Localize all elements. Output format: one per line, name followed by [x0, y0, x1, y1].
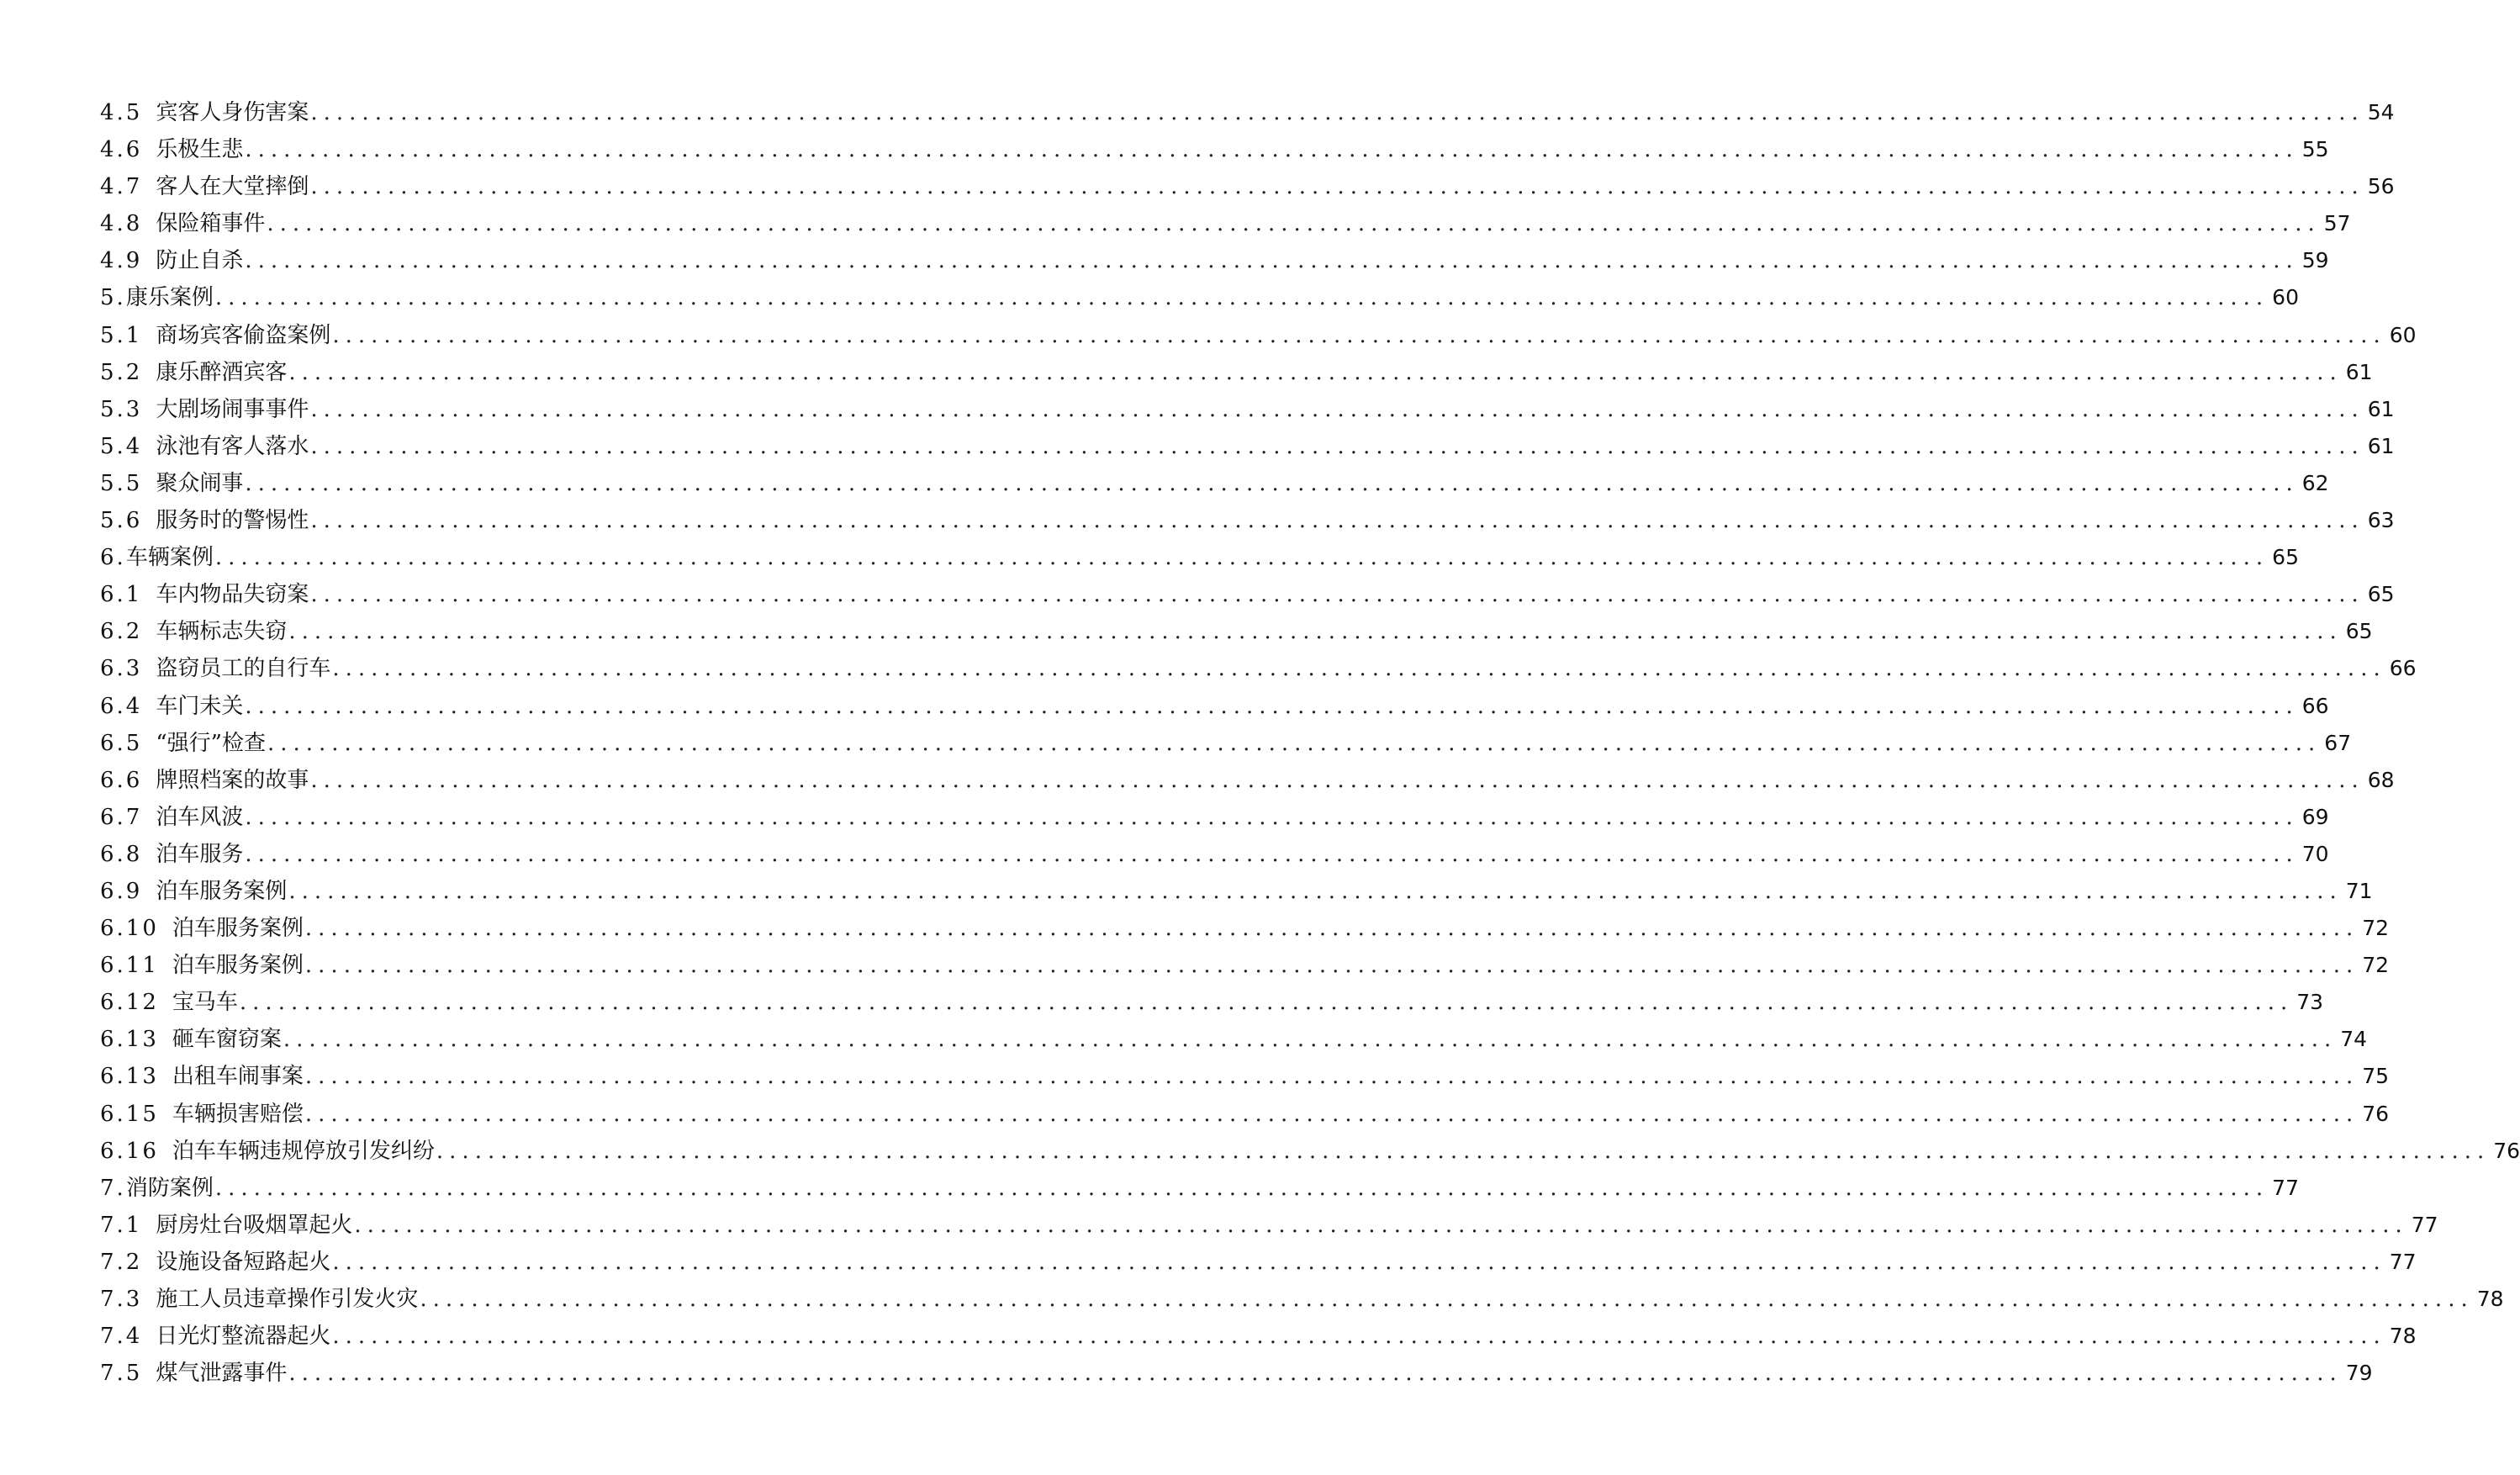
toc-entry-number: 6.2	[100, 619, 143, 645]
toc-entry-number: 4.9	[100, 248, 143, 274]
toc-entry-title: 盗窃员工的自行车	[156, 656, 331, 682]
toc-entry[interactable]	[100, 984, 2324, 1021]
toc-entry-number: 6.16	[100, 1138, 159, 1164]
toc-dot-leader: ................................................................................................................................................................	[310, 433, 2364, 459]
toc-entry-page-number: 79	[2345, 1361, 2373, 1386]
toc-entry[interactable]	[100, 317, 2417, 354]
toc-entry[interactable]	[100, 613, 2373, 650]
toc-entry-page-number: 57	[2323, 211, 2351, 236]
toc-entry-page-number: 60	[2389, 322, 2417, 347]
toc-entry-number: 6.5	[100, 730, 143, 756]
toc-entry[interactable]	[100, 539, 2299, 576]
toc-entry-number: 4.5	[100, 100, 143, 125]
toc-entry-title: 日光灯整流器起火	[156, 1324, 331, 1350]
toc-entry-page-number: 77	[2411, 1212, 2438, 1237]
toc-entry-page-number: 65	[2367, 582, 2395, 607]
toc-dot-leader: ................................................................................................................................................................	[332, 322, 2386, 348]
toc-dot-leader: ................................................................................................................................................................	[245, 137, 2299, 163]
toc-dot-leader: ................................................................................................................................................................	[310, 767, 2364, 793]
toc-entry[interactable]	[100, 465, 2329, 502]
toc-entry-page-number: 62	[2301, 470, 2329, 495]
toc-entry-title: 宾客人身伤害案	[156, 100, 309, 125]
toc-dot-leader: ................................................................................................................................................................	[304, 1064, 2359, 1090]
toc-entry-page-number: 65	[2345, 619, 2373, 644]
toc-entry[interactable]	[100, 391, 2395, 428]
toc-entry-page-number: 59	[2301, 248, 2329, 273]
toc-entry-page-number: 72	[2362, 916, 2390, 941]
toc-entry-title: 康乐案例	[125, 285, 214, 311]
toc-entry[interactable]	[100, 947, 2390, 984]
toc-entry[interactable]	[100, 1318, 2417, 1355]
toc-entry[interactable]	[100, 688, 2329, 725]
toc-entry-title: 牌照档案的故事	[156, 767, 309, 793]
toc-dot-leader: ................................................................................................................................................................	[245, 693, 2299, 719]
toc-entry-title: 聚众闹事	[156, 470, 244, 496]
toc-dot-leader: ................................................................................................................................................................	[245, 470, 2299, 496]
toc-entry-page-number: 61	[2367, 396, 2395, 421]
toc-entry-page-number: 74	[2340, 1027, 2368, 1052]
toc-entry-number: 5.2	[100, 359, 143, 385]
toc-entry-title: 服务时的警惕性	[156, 508, 309, 534]
toc-entry-number: 5.5	[100, 470, 143, 496]
toc-entry[interactable]	[100, 799, 2329, 836]
toc-entry[interactable]	[100, 873, 2373, 910]
toc-entry-page-number: 78	[2476, 1287, 2504, 1311]
toc-entry-number: 6.6	[100, 767, 143, 793]
toc-entry-title: 设施设备短路起火	[156, 1249, 331, 1275]
toc-entry[interactable]	[100, 279, 2299, 316]
toc-dot-leader: ................................................................................................................................................................	[267, 211, 2321, 237]
toc-entry-number: 5.6	[100, 508, 143, 534]
toc-entry[interactable]	[100, 1281, 2504, 1318]
toc-entry-number: 7.	[100, 1175, 126, 1201]
toc-entry-page-number: 54	[2367, 100, 2395, 124]
toc-entry-number: 6.8	[100, 841, 143, 867]
toc-entry[interactable]	[100, 910, 2390, 947]
toc-dot-leader: ................................................................................................................................................................	[245, 248, 2299, 274]
toc-dot-leader: ................................................................................................................................................................	[304, 1101, 2359, 1127]
toc-entry-number: 6.	[100, 545, 126, 571]
toc-dot-leader: ................................................................................................................................................................	[214, 285, 2269, 311]
toc-entry[interactable]	[100, 725, 2352, 762]
toc-entry-title: 泊车服务案例	[172, 953, 304, 979]
toc-entry[interactable]	[100, 1133, 2520, 1170]
toc-entry-title: 泊车服务案例	[172, 916, 304, 942]
toc-entry-number: 5.	[100, 285, 126, 311]
toc-entry[interactable]	[100, 131, 2329, 168]
toc-entry-page-number: 56	[2367, 174, 2395, 199]
toc-entry[interactable]	[100, 1207, 2438, 1244]
toc-dot-leader: ................................................................................................................................................................	[420, 1287, 2474, 1312]
toc-entry-page-number: 70	[2301, 841, 2329, 866]
toc-dot-leader: ................................................................................................................................................................	[214, 1175, 2269, 1201]
toc-entry-number: 7.1	[100, 1212, 143, 1238]
toc-entry-title: 宝马车	[172, 990, 238, 1016]
toc-entry-number: 6.1	[100, 582, 143, 608]
toc-entry[interactable]	[100, 1170, 2299, 1207]
toc-entry-title: 车辆案例	[125, 545, 214, 571]
toc-entry[interactable]	[100, 205, 2351, 242]
toc-dot-leader: ................................................................................................................................................................	[288, 619, 2343, 645]
toc-entry[interactable]	[100, 1355, 2373, 1392]
toc-entry-page-number: 61	[2367, 433, 2395, 458]
toc-entry-title: 施工人员违章操作引发火灾	[156, 1287, 419, 1312]
toc-entry-title: 泊车风波	[156, 804, 244, 830]
toc-entry[interactable]	[100, 502, 2395, 539]
toc-dot-leader: ................................................................................................................................................................	[288, 359, 2343, 385]
toc-entry-page-number: 72	[2362, 953, 2390, 978]
toc-entry-page-number: 63	[2367, 508, 2395, 533]
toc-entry-page-number: 78	[2389, 1324, 2417, 1349]
toc-entry-title: “强行”检查	[156, 730, 266, 756]
toc-entry[interactable]	[100, 576, 2395, 613]
toc-entry[interactable]	[100, 168, 2395, 205]
toc-entry-number: 7.3	[100, 1287, 143, 1312]
toc-entry-number: 5.1	[100, 322, 143, 348]
toc-entry-title: 砸车窗窃案	[172, 1027, 282, 1053]
toc-entry-title: 厨房灶台吸烟罩起火	[156, 1212, 353, 1238]
toc-dot-leader: ................................................................................................................................................................	[267, 730, 2322, 756]
toc-entry-title: 车内物品失窃案	[156, 582, 309, 608]
toc-entry[interactable]	[100, 94, 2395, 131]
toc-entry-title: 泳池有客人落水	[156, 433, 309, 459]
toc-entry-title: 车辆损害赔偿	[172, 1101, 304, 1127]
toc-entry-title: 泊车服务	[156, 841, 244, 867]
toc-entry-title: 客人在大堂摔倒	[156, 174, 309, 200]
toc-entry-page-number: 77	[2389, 1249, 2417, 1274]
toc-entry-title: 出租车闹事案	[172, 1064, 304, 1090]
toc-entry-number: 5.3	[100, 396, 143, 422]
toc-entry-page-number: 73	[2296, 990, 2324, 1015]
toc-dot-leader: ................................................................................................................................................................	[310, 174, 2364, 200]
toc-entry-title: 泊车车辆违规停放引发纠纷	[172, 1138, 435, 1164]
toc-entry[interactable]	[100, 354, 2373, 391]
toc-entry-number: 6.4	[100, 693, 143, 719]
toc-entry-page-number: 77	[2272, 1175, 2299, 1200]
toc-dot-leader: ................................................................................................................................................................	[436, 1138, 2491, 1164]
toc-entry-page-number: 71	[2345, 878, 2373, 903]
toc-dot-leader: ................................................................................................................................................................	[245, 804, 2299, 830]
toc-entry-number: 6.9	[100, 878, 143, 904]
toc-entry[interactable]	[100, 762, 2395, 799]
toc-entry-title: 防止自杀	[156, 248, 244, 274]
toc-entry-page-number: 66	[2389, 656, 2417, 681]
toc-dot-leader: ................................................................................................................................................................	[283, 1027, 2338, 1053]
toc-entry[interactable]	[100, 1244, 2417, 1281]
toc-entry-number: 6.13	[100, 1064, 159, 1090]
toc-dot-leader: ................................................................................................................................................................	[332, 1249, 2386, 1275]
toc-entry-page-number: 76	[2362, 1101, 2390, 1126]
toc-entry-number: 6.12	[100, 990, 159, 1016]
toc-entry[interactable]	[100, 1021, 2368, 1058]
toc-entry-page-number: 65	[2272, 545, 2299, 570]
toc-entry-number: 6.3	[100, 656, 143, 682]
toc-entry-page-number: 67	[2324, 730, 2352, 755]
toc-dot-leader: ................................................................................................................................................................	[304, 953, 2359, 979]
toc-entry[interactable]	[100, 650, 2417, 687]
toc-entry-number: 4.7	[100, 174, 143, 200]
toc-entry[interactable]	[100, 1096, 2390, 1133]
toc-entry-page-number: 61	[2345, 359, 2373, 384]
toc-entry-number: 7.2	[100, 1249, 143, 1275]
toc-dot-leader: ................................................................................................................................................................	[332, 656, 2386, 682]
toc-entry-page-number: 76	[2493, 1138, 2520, 1163]
toc-dot-leader: ................................................................................................................................................................	[214, 545, 2269, 571]
toc-dot-leader: ................................................................................................................................................................	[310, 396, 2364, 422]
toc-dot-leader: ................................................................................................................................................................	[310, 100, 2364, 125]
toc-entry-number: 5.4	[100, 433, 143, 459]
toc-entry-title: 煤气泄露事件	[156, 1361, 288, 1387]
toc-entry-title: 泊车服务案例	[156, 878, 288, 904]
toc-entry-page-number: 60	[2272, 285, 2299, 310]
toc-entry-number: 7.4	[100, 1324, 143, 1350]
toc-entry-number: 4.8	[100, 211, 143, 237]
toc-entry-number: 6.13	[100, 1027, 159, 1053]
toc-entry[interactable]	[100, 428, 2395, 465]
toc-entry-number: 7.5	[100, 1361, 143, 1387]
toc-entry-title: 康乐醉酒宾客	[156, 359, 288, 385]
toc-dot-leader: ................................................................................................................................................................	[354, 1212, 2408, 1238]
toc-dot-leader: ................................................................................................................................................................	[332, 1324, 2386, 1350]
toc-entry-number: 6.15	[100, 1101, 159, 1127]
toc-entry-number: 6.11	[100, 953, 159, 979]
toc-dot-leader: ................................................................................................................................................................	[245, 841, 2299, 867]
toc-entry-title: 大剧场闹事事件	[156, 396, 309, 422]
toc-entry-number: 6.10	[100, 916, 159, 942]
toc-dot-leader: ................................................................................................................................................................	[310, 508, 2364, 534]
toc-entry-title: 保险箱事件	[156, 211, 266, 237]
toc-entry[interactable]	[100, 1058, 2390, 1095]
toc-entry-page-number: 69	[2301, 804, 2329, 829]
toc-entry-title: 消防案例	[125, 1175, 214, 1201]
toc-dot-leader: ................................................................................................................................................................	[310, 582, 2364, 608]
toc-entry-page-number: 75	[2362, 1064, 2390, 1089]
toc-entry[interactable]	[100, 242, 2329, 279]
toc-entry-title: 车门未关	[156, 693, 244, 719]
toc-entry-title: 车辆标志失窃	[156, 619, 288, 645]
toc-entry-number: 4.6	[100, 137, 143, 163]
table-of-contents	[100, 94, 2520, 1392]
toc-dot-leader: ................................................................................................................................................................	[288, 878, 2343, 904]
toc-entry[interactable]	[100, 836, 2329, 873]
toc-dot-leader: ................................................................................................................................................................	[304, 916, 2359, 942]
toc-entry-page-number: 55	[2301, 137, 2329, 162]
toc-dot-leader: ................................................................................................................................................................	[288, 1361, 2343, 1387]
toc-entry-title: 商场宾客偷盗案例	[156, 322, 331, 348]
toc-entry-page-number: 68	[2367, 767, 2395, 792]
toc-dot-leader: ................................................................................................................................................................	[239, 990, 2294, 1016]
toc-entry-number: 6.7	[100, 804, 143, 830]
toc-entry-title: 乐极生悲	[156, 137, 244, 163]
toc-entry-page-number: 66	[2301, 693, 2329, 718]
